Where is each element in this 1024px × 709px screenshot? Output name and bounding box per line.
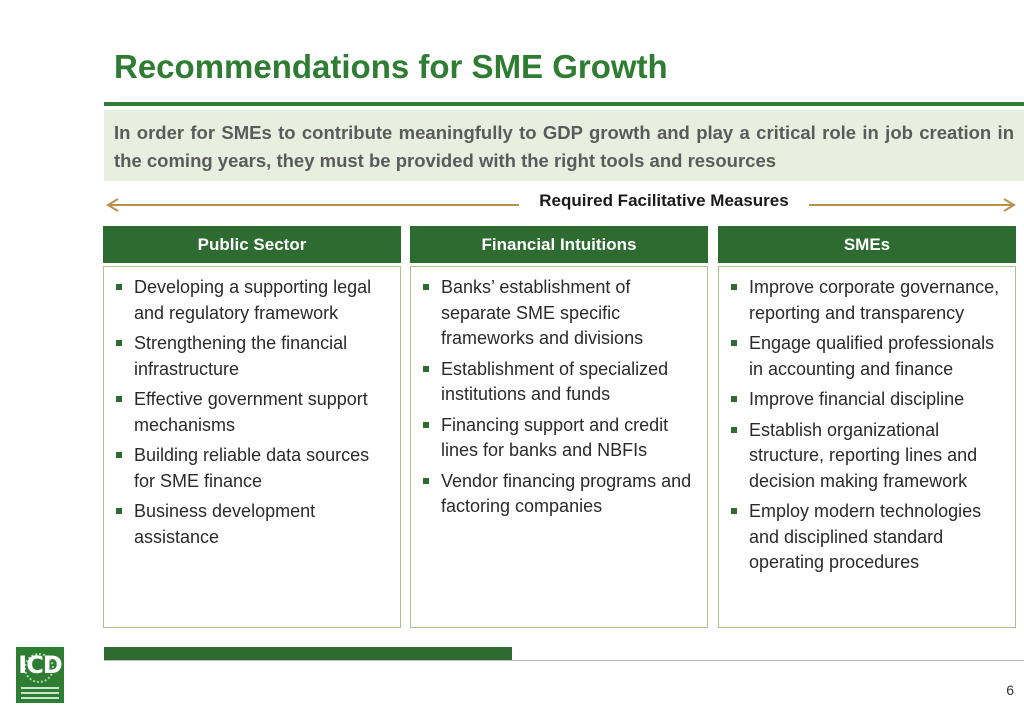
title-divider (104, 102, 1024, 106)
bullet-icon (731, 340, 737, 346)
footer-divider (104, 660, 1024, 661)
list-item: Engage qualified professionals in accounting and finance (729, 331, 1005, 382)
bullet-icon (116, 452, 122, 458)
list-item: Financing support and credit lines for banks and NBFIs (421, 413, 697, 464)
intro-text: In order for SMEs to contribute meaningfully to GDP growth and play a critical role in job creation in the coming years, they must be provided with the right tools and resources (104, 110, 1024, 181)
column-heading-public-sector: Public Sector (103, 226, 401, 263)
bullet-icon (116, 396, 122, 402)
column-heading-smes: SMEs (718, 226, 1016, 263)
list-item: Building reliable data sources for SME finance (114, 443, 390, 494)
list-item: Strengthening the financial infrastructure (114, 331, 390, 382)
list-item: Establish organizational structure, reporting lines and decision making framework (729, 418, 1005, 495)
column-heading-financial-intuitions: Financial Intuitions (410, 226, 708, 263)
bullet-icon (423, 366, 429, 372)
bullet-icon (731, 284, 737, 290)
bullet-icon (116, 508, 122, 514)
bullet-icon (731, 396, 737, 402)
list-item: Employ modern technologies and disciplined standard operating procedures (729, 499, 1005, 576)
column-smes (718, 266, 1016, 628)
measures-label: Required Facilitative Measures (519, 191, 809, 211)
column-financial-intuitions (410, 266, 708, 628)
bullet-icon (731, 427, 737, 433)
logo-tagline-lines (21, 687, 59, 702)
logo-text: ICD (18, 651, 62, 679)
list-item: Establishment of specialized institutions and funds (421, 357, 697, 408)
page-number: 6 (1006, 682, 1014, 698)
icd-logo (16, 647, 64, 703)
list-item: Improve financial discipline (729, 387, 1005, 413)
list-item: Business development assistance (114, 499, 390, 550)
slide-title: Recommendations for SME Growth (114, 48, 668, 85)
bullet-icon (423, 478, 429, 484)
bullet-icon (423, 284, 429, 290)
bullet-icon (423, 422, 429, 428)
bullet-icon (116, 284, 122, 290)
measures-banner (104, 189, 1018, 217)
list-item: Improve corporate governance, reporting and transparency (729, 275, 1005, 326)
list-item: Banks’ establishment of separate SME specific frameworks and divisions (421, 275, 697, 352)
list-item: Developing a supporting legal and regulatory framework (114, 275, 390, 326)
bullet-icon (116, 340, 122, 346)
column-public-sector (103, 266, 401, 628)
bullet-icon (731, 508, 737, 514)
list-item: Effective government support mechanisms (114, 387, 390, 438)
list-item: Vendor financing programs and factoring companies (421, 469, 697, 520)
footer-accent-bar (104, 647, 512, 661)
